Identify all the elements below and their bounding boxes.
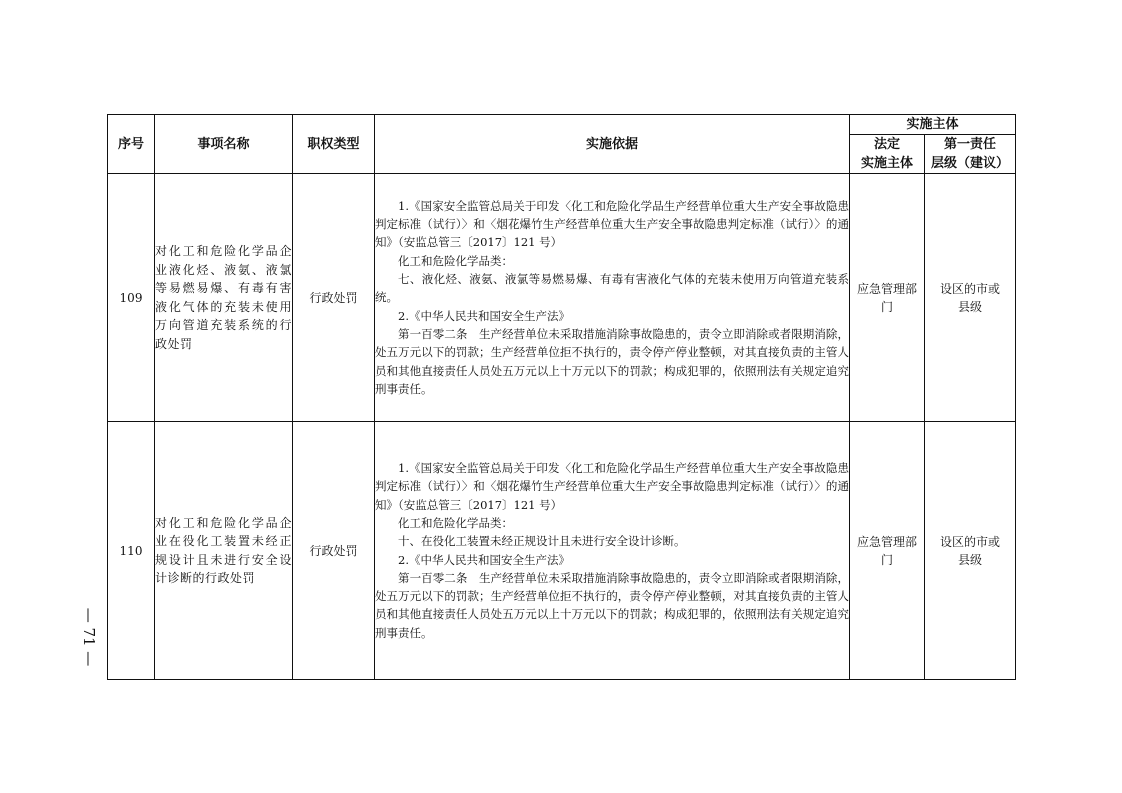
basis-paragraph: 化工和危险化学品类： — [398, 253, 513, 268]
basis-paragraph: 化工和危险化学品类： — [398, 515, 513, 530]
row-legal-subject: 应急管理部门 — [850, 174, 925, 422]
header-level-line-1: 第一责任 — [944, 137, 997, 152]
header-legal-subject — [850, 135, 925, 174]
header-power-type: 职权类型 — [293, 115, 375, 174]
basis-paragraph: 七、液化烃、液氨、液氯等易燃易爆、有毒有害液化气体的充装未使用万向管道充装系统。 — [375, 272, 849, 305]
row-item-name: 对化工和危险化学品企业在役化工装置未经正规设计且未进行安全设计诊断的行政处罚 — [155, 422, 293, 680]
basis-paragraph: 1.《国家安全监管总局关于印发〈化工和危险化学品生产经营单位重大生产安全事故隐患判定标准（试行）〉和〈烟花爆竹生产经营单位重大生产安全事故隐患判定标准（试行）〉的通知》（安监总管三〔2017〕121 号） — [375, 198, 849, 250]
page-number-container — [74, 594, 104, 680]
row-power-type: 行政处罚 — [293, 422, 375, 680]
row-legal-subject: 应急管理部门 — [850, 422, 925, 680]
table-row — [108, 422, 1016, 680]
row-basis — [375, 422, 850, 680]
row-power-type: 行政处罚 — [293, 174, 375, 422]
page-number: — 71 — — [80, 607, 98, 667]
header-legal-line-2: 实施主体 — [860, 156, 913, 171]
header-level — [925, 135, 1016, 174]
basis-paragraph: 第一百零二条 生产经营单位未采取措施消除事故隐患的，责令立即消除或者限期消除，处五万元以下的罚款；生产经营单位拒不执行的，责令停产停业整顿，对其直接负责的主管人员和其他直接责任人员处五万元以上十万元以下的罚款；构成犯罪的，依照刑法有关规定追究刑事责任。 — [375, 570, 849, 640]
row-level: 设区的市或县级 — [925, 422, 1016, 680]
row-basis — [375, 174, 850, 422]
enforcement-table — [107, 114, 1016, 680]
basis-paragraph: 第一百零二条 生产经营单位未采取措施消除事故隐患的，责令立即消除或者限期消除，处五万元以下的罚款；生产经营单位拒不执行的，责令停产停业整顿，对其直接负责的主管人员和其他直接责任人员处五万元以上十万元以下的罚款；构成犯罪的，依照刑法有关规定追究刑事责任。 — [375, 326, 849, 396]
basis-paragraph: 2.《中华人民共和国安全生产法》 — [398, 552, 570, 567]
header-subject: 实施主体 — [850, 115, 1016, 135]
row-level: 设区的市或县级 — [925, 174, 1016, 422]
header-legal-line-1: 法定 — [873, 137, 900, 152]
header-basis: 实施依据 — [375, 115, 850, 174]
row-seq: 109 — [108, 174, 155, 422]
row-seq: 110 — [108, 422, 155, 680]
row-item-name: 对化工和危险化学品企业液化烃、液氨、液氯等易燃易爆、有毒有害液化气体的充装未使用万向管道充装系统的行政处罚 — [155, 174, 293, 422]
table-row — [108, 174, 1016, 422]
basis-paragraph: 2.《中华人民共和国安全生产法》 — [398, 308, 570, 323]
header-item-name: 事项名称 — [155, 115, 293, 174]
header-seq: 序号 — [108, 115, 155, 174]
basis-paragraph: 1.《国家安全监管总局关于印发〈化工和危险化学品生产经营单位重大生产安全事故隐患判定标准（试行）〉和〈烟花爆竹生产经营单位重大生产安全事故隐患判定标准（试行）〉的通知》（安监总管三〔2017〕121 号） — [375, 461, 849, 512]
header-level-line-2: 层级（建议） — [931, 156, 1010, 171]
basis-paragraph: 十、在役化工装置未经正规设计且未进行安全设计诊断。 — [398, 534, 686, 549]
